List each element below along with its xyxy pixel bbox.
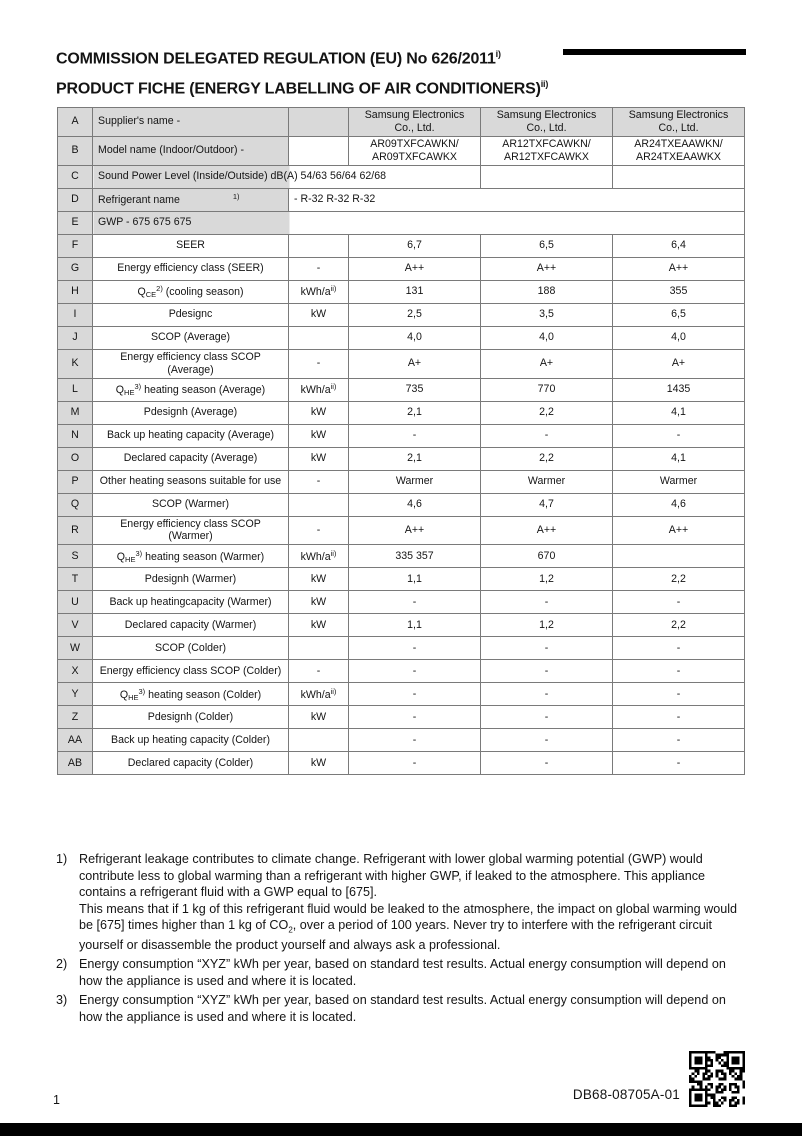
table-row (58, 211, 745, 234)
table-row (58, 637, 745, 660)
value-cell: 735 (349, 378, 481, 401)
value-cell: 4,1 (613, 401, 745, 424)
label-cell: Back up heatingcapacity (Warmer) (93, 591, 289, 614)
value-cell: AR12TXFCAWKN/ AR12TXFCAWKX (481, 136, 613, 165)
table-row (58, 591, 745, 614)
label-cell: $Q_{HE}^{3)}$ heating season (Colder) (93, 683, 289, 706)
unit-cell: kW (289, 591, 349, 614)
row-letter-cell: U (58, 591, 93, 614)
unit-cell: kW (289, 303, 349, 326)
value-cell: - (613, 729, 745, 752)
table-row (58, 257, 745, 280)
unit-cell (289, 326, 349, 349)
value-cell: A++ (349, 257, 481, 280)
label-cell: GWP - 675 675 675 (93, 211, 745, 234)
title-line-2: PRODUCT FICHE (ENERGY LABELLING OF AIR CONDITIONERS)$^{ii)}$ (56, 79, 549, 98)
label-cell: SCOP (Warmer) (93, 493, 289, 516)
value-cell: Samsung Electronics Co., Ltd. (481, 108, 613, 137)
value-cell: - (481, 729, 613, 752)
label-cell: Refrigerant name $^{1)}$ (93, 188, 289, 211)
table-row (58, 326, 745, 349)
title-rule-bar (563, 49, 746, 55)
table-row (58, 165, 745, 188)
label-cell: $Q_{CE}^{2)}$ (cooling season) (93, 280, 289, 303)
unit-cell: kWh/$a^{ii)}$ (289, 280, 349, 303)
value-cell: - (349, 683, 481, 706)
row-letter-cell: C (58, 165, 93, 188)
table-row (58, 188, 745, 211)
unit-cell: kW (289, 752, 349, 775)
row-letter-cell: W (58, 637, 93, 660)
value-cell: - (349, 660, 481, 683)
table-row (58, 493, 745, 516)
footnote-item (56, 992, 748, 1025)
value-cell: - (481, 424, 613, 447)
unit-cell (289, 729, 349, 752)
label-cell: Energy efficiency class SCOP (Average) (93, 349, 289, 378)
table-row (58, 545, 745, 568)
value-cell: 770 (481, 378, 613, 401)
table-row (58, 136, 745, 165)
value-cell: 2,5 (349, 303, 481, 326)
label-cell: Declared capacity (Colder) (93, 752, 289, 775)
value-cell: 670 (481, 545, 613, 568)
table-row (58, 706, 745, 729)
label-cell: SCOP (Colder) (93, 637, 289, 660)
value-cell: 1,2 (481, 614, 613, 637)
table-row (58, 447, 745, 470)
label-cell: Pdesignc (93, 303, 289, 326)
value-cell: AR09TXFCAWKN/ AR09TXFCAWKX (349, 136, 481, 165)
unit-cell: kW (289, 447, 349, 470)
label-cell: Back up heating capacity (Colder) (93, 729, 289, 752)
product-fiche-table (57, 107, 745, 775)
row-letter-cell: K (58, 349, 93, 378)
value-cell: - (349, 729, 481, 752)
footnote-number: 1) (56, 852, 68, 866)
value-cell: - (481, 683, 613, 706)
value-cell: 355 (613, 280, 745, 303)
unit-cell: kW (289, 424, 349, 447)
value-cell (613, 545, 745, 568)
value-cell: A++ (481, 257, 613, 280)
value-cell: 2,1 (349, 447, 481, 470)
label-cell: Pdesignh (Colder) (93, 706, 289, 729)
label-cell: Back up heating capacity (Average) (93, 424, 289, 447)
value-cell: - (349, 591, 481, 614)
row-letter-cell: J (58, 326, 93, 349)
row-letter-cell: Y (58, 683, 93, 706)
unit-cell: kWh/$a^{ii)}$ (289, 378, 349, 401)
row-letter-cell: AB (58, 752, 93, 775)
label-cell: SCOP (Average) (93, 326, 289, 349)
row-letter-cell: F (58, 234, 93, 257)
value-cell: 1,1 (349, 568, 481, 591)
value-cell: - (481, 752, 613, 775)
row-letter-cell: D (58, 188, 93, 211)
value-cell: - (349, 637, 481, 660)
unit-cell (289, 136, 349, 165)
row-letter-cell: R (58, 516, 93, 545)
value-cell: - (481, 637, 613, 660)
footnote-text: Refrigerant leakage contributes to climate change. Refrigerant with lower global warming potential (GWP) would contribute less to global warming than a refrigerant with higher GWP, if leaked to the atmosphere. This appliance contains a refrigerant fluid with a GWP equal to [675]. This means that if 1 kg of this refrigerant fluid would be leaked to the atmosphere, the impact on global warming would be [675] times higher than 1 kg of $CO_2$, over a period of 100 years. Never try to interfere with the refrigerant circuit yourself or disassemble the product yourself and always ask a professional. (79, 852, 738, 952)
value-cell: A+ (481, 349, 613, 378)
row-letter-cell: H (58, 280, 93, 303)
footnote-item (56, 851, 748, 953)
unit-cell: - (289, 660, 349, 683)
label-cell: Declared capacity (Warmer) (93, 614, 289, 637)
table-row (58, 660, 745, 683)
value-cell: AR24TXEAAWKN/ AR24TXEAAWKX (613, 136, 745, 165)
row-letter-cell: N (58, 424, 93, 447)
value-cell: - (613, 424, 745, 447)
table-row (58, 378, 745, 401)
value-cell: 4,0 (349, 326, 481, 349)
row-letter-cell: I (58, 303, 93, 326)
value-cell: 4,6 (349, 493, 481, 516)
label-cell: $Q_{HE}^{3)}$ heating season (Average) (93, 378, 289, 401)
value-cell (613, 165, 745, 188)
footnotes (56, 851, 748, 1029)
label-cell: Other heating seasons suitable for use (93, 470, 289, 493)
table-row (58, 516, 745, 545)
value-cell: 3,5 (481, 303, 613, 326)
row-letter-cell: P (58, 470, 93, 493)
value-cell: - (613, 660, 745, 683)
unit-cell (289, 493, 349, 516)
row-letter-cell: Q (58, 493, 93, 516)
table-row (58, 303, 745, 326)
value-cell: A++ (613, 516, 745, 545)
table-row (58, 108, 745, 137)
table-row (58, 683, 745, 706)
value-cell: - (613, 637, 745, 660)
value-cell: 6,5 (481, 234, 613, 257)
table-row (58, 280, 745, 303)
value-cell: - (349, 424, 481, 447)
row-letter-cell: A (58, 108, 93, 137)
table-row (58, 568, 745, 591)
row-letter-cell: V (58, 614, 93, 637)
value-cell: 6,4 (613, 234, 745, 257)
footer-black-bar (0, 1123, 802, 1136)
value-cell: A++ (613, 257, 745, 280)
unit-cell (289, 637, 349, 660)
product-table-body (58, 108, 745, 775)
unit-cell: - (289, 349, 349, 378)
label-cell: Energy efficiency class SCOP (Warmer) (93, 516, 289, 545)
table-row (58, 234, 745, 257)
document-code: DB68-08705A-01 (572, 1087, 680, 1102)
page-number: 1 (53, 1093, 60, 1107)
value-cell: A+ (349, 349, 481, 378)
label-cell: Supplier's name - (93, 108, 289, 137)
unit-cell: kWh/$a^{ii)}$ (289, 545, 349, 568)
label-cell: Pdesignh (Average) (93, 401, 289, 424)
value-cell: 4,1 (613, 447, 745, 470)
value-cell: 2,2 (613, 614, 745, 637)
table-row (58, 729, 745, 752)
row-letter-cell: Z (58, 706, 93, 729)
value-cell: 6,5 (613, 303, 745, 326)
unit-cell (289, 234, 349, 257)
table-row (58, 424, 745, 447)
value-cell: 1435 (613, 378, 745, 401)
footnote-item (56, 956, 748, 989)
row-letter-cell: M (58, 401, 93, 424)
footnote-text: Energy consumption “XYZ” kWh per year, based on standard test results. Actual energy consumption will depend on how the appliance is used and where it is located. (79, 957, 726, 988)
value-cell: 2,2 (481, 401, 613, 424)
table-row (58, 349, 745, 378)
row-letter-cell: X (58, 660, 93, 683)
value-cell: 6,7 (349, 234, 481, 257)
row-letter-cell: L (58, 378, 93, 401)
value-cell: - (613, 752, 745, 775)
footnote-number: 3) (56, 993, 68, 1008)
table-row (58, 752, 745, 775)
value-cell: - (481, 591, 613, 614)
value-cell: - (349, 706, 481, 729)
value-cell: 2,2 (613, 568, 745, 591)
unit-cell (289, 108, 349, 137)
unit-cell: kW (289, 568, 349, 591)
unit-cell (481, 165, 613, 188)
value-cell: - (481, 660, 613, 683)
unit-cell: kW (289, 401, 349, 424)
unit-cell: - (289, 470, 349, 493)
value-cell: - R-32 R-32 R-32 (289, 188, 745, 211)
row-letter-cell: O (58, 447, 93, 470)
unit-cell: kW (289, 614, 349, 637)
value-cell: - (349, 752, 481, 775)
value-cell: A+ (613, 349, 745, 378)
row-letter-cell: E (58, 211, 93, 234)
value-cell: 4,6 (613, 493, 745, 516)
unit-cell: - (289, 516, 349, 545)
footnote-text: Energy consumption “XYZ” kWh per year, based on standard test results. Actual energy consumption will depend on how the appliance is used and where it is located. (79, 993, 726, 1024)
unit-cell: - (289, 257, 349, 280)
row-letter-cell: T (58, 568, 93, 591)
value-cell: 2,1 (349, 401, 481, 424)
value-cell: - (613, 591, 745, 614)
value-cell: 188 (481, 280, 613, 303)
value-cell: 335 357 (349, 545, 481, 568)
qr-code (689, 1051, 745, 1107)
value-cell: Warmer (481, 470, 613, 493)
table-row (58, 401, 745, 424)
row-letter-cell: B (58, 136, 93, 165)
label-cell: $Q_{HE}^{3)}$ heating season (Warmer) (93, 545, 289, 568)
value-cell: A++ (481, 516, 613, 545)
label-cell: Declared capacity (Average) (93, 447, 289, 470)
value-cell: 1,1 (349, 614, 481, 637)
label-cell: Energy efficiency class SCOP (Colder) (93, 660, 289, 683)
label-cell: Model name (Indoor/Outdoor) - (93, 136, 289, 165)
value-cell: - (613, 683, 745, 706)
label-cell: SEER (93, 234, 289, 257)
value-cell: 4,0 (481, 326, 613, 349)
table-row (58, 470, 745, 493)
value-cell: 131 (349, 280, 481, 303)
value-cell: 4,7 (481, 493, 613, 516)
row-letter-cell: G (58, 257, 93, 280)
value-cell: - (481, 706, 613, 729)
title-line-1: COMMISSION DELEGATED REGULATION (EU) No 626/2011$^{i)}$ (56, 49, 501, 68)
value-cell: 4,0 (613, 326, 745, 349)
value-cell: Samsung Electronics Co., Ltd. (613, 108, 745, 137)
value-cell: 2,2 (481, 447, 613, 470)
row-letter-cell: AA (58, 729, 93, 752)
label-cell: Energy efficiency class (SEER) (93, 257, 289, 280)
table-row (58, 614, 745, 637)
value-cell: A++ (349, 516, 481, 545)
value-cell: 1,2 (481, 568, 613, 591)
footnote-number: 2) (56, 957, 68, 972)
value-cell: Samsung Electronics Co., Ltd. (349, 108, 481, 137)
unit-cell: kW (289, 706, 349, 729)
document-header (56, 50, 756, 111)
value-cell: Warmer (349, 470, 481, 493)
label-cell: Sound Power Level (Inside/Outside) dB(A) 54/63 56/64 62/68 (93, 165, 481, 188)
row-letter-cell: S (58, 545, 93, 568)
label-cell: Pdesignh (Warmer) (93, 568, 289, 591)
value-cell: - (613, 706, 745, 729)
value-cell: Warmer (613, 470, 745, 493)
unit-cell: kWh/$a^{ii)}$ (289, 683, 349, 706)
